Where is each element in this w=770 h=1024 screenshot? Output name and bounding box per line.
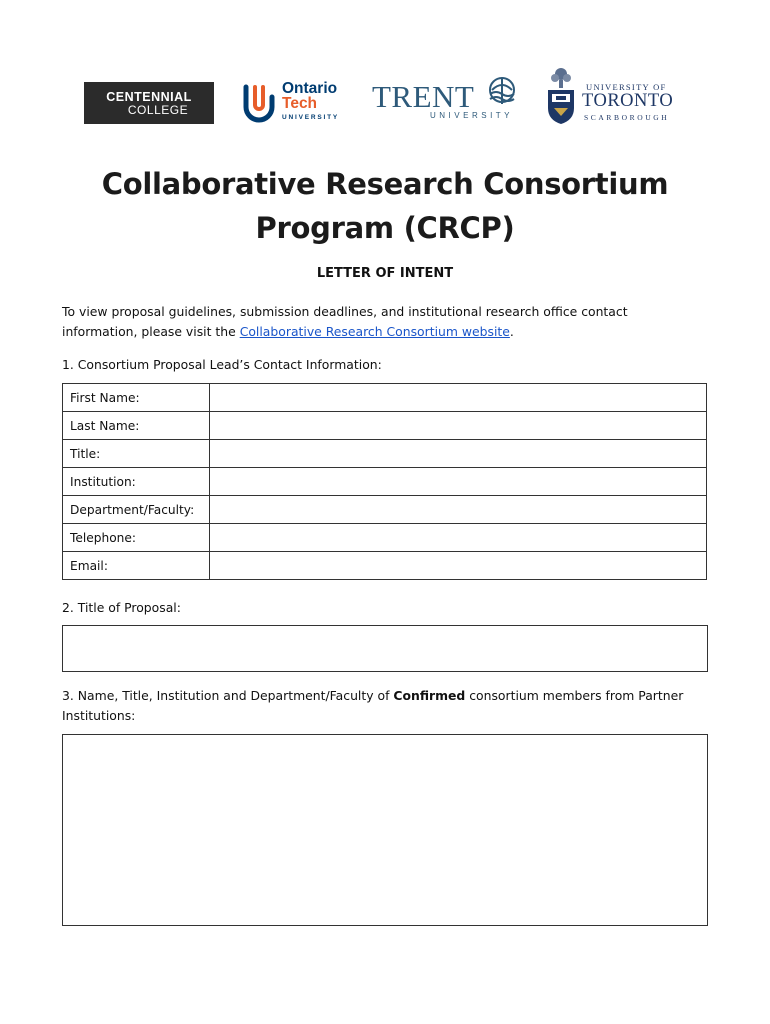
section3-heading-text-end: consortium members from Partner Institutions: xyxy=(62,688,684,723)
trent-university-logo xyxy=(372,76,522,124)
ontario-logo-line2: Tech xyxy=(282,95,318,112)
trent-logo-name: TRENT xyxy=(372,79,475,114)
contact-field-input[interactable] xyxy=(210,468,707,496)
contact-field-label: Last Name: xyxy=(63,412,210,440)
contact-row xyxy=(63,468,707,496)
contact-field-label: Title: xyxy=(63,440,210,468)
contact-field-label: Institution: xyxy=(63,468,210,496)
ontario-logo-line3: UNIVERSITY xyxy=(282,114,340,121)
contact-row xyxy=(63,440,707,468)
contact-field-input[interactable] xyxy=(210,524,707,552)
contact-row xyxy=(63,384,707,412)
section3-heading-bold: Confirmed xyxy=(393,688,466,703)
uoft-crest-icon xyxy=(544,66,578,126)
contact-field-label: Email: xyxy=(63,552,210,580)
ontario-tech-mark-icon xyxy=(240,83,280,123)
intro-text-end: . xyxy=(509,323,514,339)
intro-paragraph xyxy=(62,302,702,341)
uoft-logo-line1: UNIVERSITY OF xyxy=(586,82,667,92)
page-title xyxy=(0,162,770,250)
contact-field-input[interactable] xyxy=(210,552,707,580)
centennial-logo-line2: COLLEGE xyxy=(127,102,189,117)
trent-logo-subtitle: UNIVERSITY xyxy=(430,111,514,120)
section3-heading-text: 3. Name, Title, Institution and Department/Faculty of xyxy=(62,688,394,703)
contact-row xyxy=(63,496,707,524)
contact-field-input[interactable] xyxy=(210,412,707,440)
contact-field-label: First Name: xyxy=(63,384,210,412)
ontario-tech-logo xyxy=(238,80,350,126)
page-title-line1: Collaborative Research Consortium xyxy=(101,167,669,201)
contact-row xyxy=(63,524,707,552)
centennial-logo-line1: CENTENNIAL xyxy=(106,89,192,104)
contact-field-input[interactable] xyxy=(210,384,707,412)
contact-field-input[interactable] xyxy=(210,440,707,468)
uoft-logo-line3: SCARBOROUGH xyxy=(584,113,670,122)
page-title-line2: Program (CRCP) xyxy=(255,211,515,245)
contact-row xyxy=(63,552,707,580)
section2-heading: 2. Title of Proposal: xyxy=(62,600,181,615)
uoft-scarborough-logo xyxy=(544,66,686,126)
consortium-website-link[interactable]: Collaborative Research Consortium website xyxy=(239,323,510,339)
intro-text: To view proposal guidelines, submission deadlines, and institutional research office contact information, please visit the xyxy=(62,304,628,339)
centennial-college-logo xyxy=(84,82,214,124)
consortium-members-field[interactable] xyxy=(62,734,708,926)
section3-heading xyxy=(62,686,702,725)
contact-info-table xyxy=(62,383,707,580)
contact-field-label: Telephone: xyxy=(63,524,210,552)
section1-heading: 1. Consortium Proposal Lead’s Contact Information: xyxy=(62,357,382,372)
trent-emblem-icon xyxy=(484,76,520,110)
uoft-logo-line2: TORONTO xyxy=(582,91,674,111)
contact-row xyxy=(63,412,707,440)
contact-field-input[interactable] xyxy=(210,496,707,524)
contact-field-label: Department/Faculty: xyxy=(63,496,210,524)
ontario-logo-line1: Ontario xyxy=(282,80,338,97)
proposal-title-field[interactable] xyxy=(62,625,708,672)
document-subtitle: LETTER OF INTENT xyxy=(316,266,454,281)
